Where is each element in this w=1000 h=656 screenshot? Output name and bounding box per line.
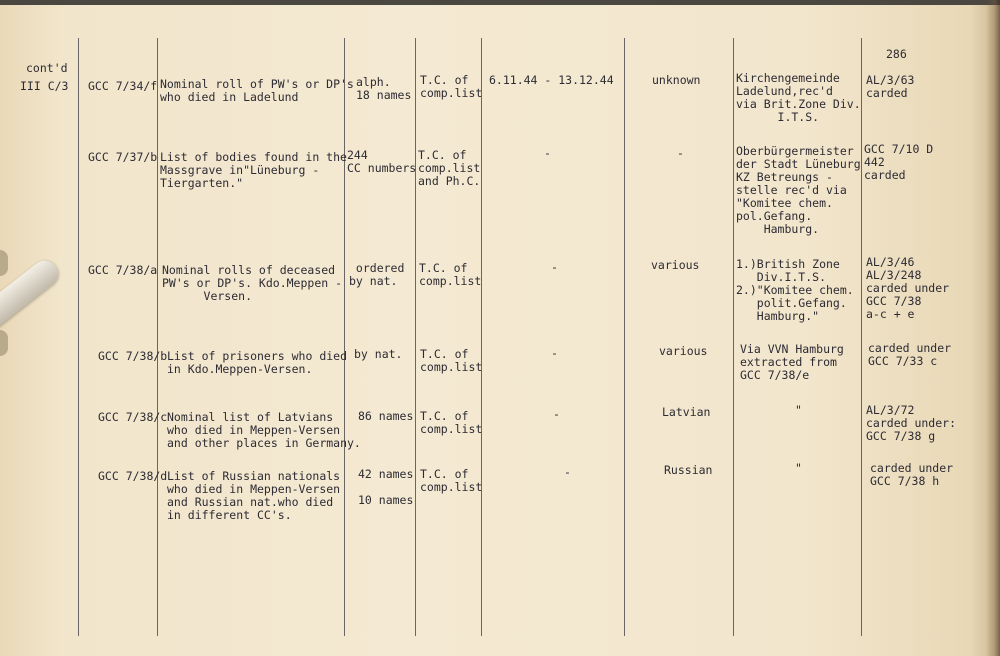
row-count: 244 CC numbers [347, 148, 417, 175]
row-description: List of bodies found in the Massgrave in"Lüneburg - Tiergarten." [160, 150, 347, 190]
row-remarks: AL/3/63 carded [866, 73, 915, 100]
column-rule [481, 38, 482, 636]
row-remarks: AL/3/72 carded under: GCC 7/38 g [866, 403, 957, 443]
row-nationality: Latvian [662, 405, 711, 419]
column-rule [415, 38, 416, 636]
row-nationality: various [659, 344, 708, 358]
row-remarks: carded under GCC 7/33 c [868, 341, 952, 368]
row-source: T.C. of comp.list [420, 467, 483, 494]
scan-top-border [0, 0, 1000, 5]
row-source: T.C. of comp.list [420, 347, 483, 374]
row-origin: Oberbürgermeister der Stadt Lüneburg KZ Betreungs - stelle rec'd via "Komitee chem. pol.Gefang. Hamburg. [736, 144, 861, 236]
row-origin: Kirchengemeinde Ladelund,rec'd via Brit.Zone Div. I.T.S. [736, 71, 861, 124]
row-nationality: various [651, 258, 700, 272]
row-ref: GCC 7/38/c [98, 410, 168, 424]
column-rule [861, 38, 862, 636]
row-ref: GCC 7/38/a [88, 263, 158, 277]
row-remarks: carded under GCC 7/38 h [870, 461, 954, 488]
row-count: alph. 18 names [356, 75, 412, 102]
binder-hole [0, 250, 8, 276]
binder-hole [0, 330, 8, 356]
row-count: 42 names 10 names [358, 467, 414, 507]
row-source: T.C. of comp.list and Ph.C. [418, 148, 481, 188]
column-rule [78, 38, 79, 636]
row-origin: " [795, 403, 802, 417]
row-dates: - [551, 260, 558, 274]
page-edge-shadow [986, 0, 1000, 656]
row-origin: " [795, 461, 802, 475]
paper-clip [0, 256, 63, 335]
row-dates: 6.11.44 - 13.12.44 [489, 73, 614, 87]
column-rule [157, 38, 158, 636]
row-description: List of prisoners who died in Kdo.Meppen-Versen. [167, 349, 348, 376]
row-ref: GCC 7/34/f [88, 79, 158, 93]
row-dates: - [553, 407, 560, 421]
row-dates: - [544, 146, 551, 160]
contd-label: cont'd [26, 61, 68, 75]
row-count: ordered by nat. [349, 261, 405, 288]
row-count: by nat. [354, 347, 403, 361]
row-source: T.C. of comp.list [419, 261, 482, 288]
row-source: T.C. of comp.list [420, 73, 483, 100]
row-ref: GCC 7/38/d [98, 469, 168, 483]
row-remarks: GCC 7/10 D 442 carded [864, 142, 934, 182]
row-dates: - [564, 465, 571, 479]
row-description: Nominal list of Latvians who died in Meppen-Versen and other places in Germany. [167, 410, 361, 450]
column-rule [344, 38, 345, 636]
row-nationality: unknown [652, 73, 701, 87]
row-origin: Via VVN Hamburg extracted from GCC 7/38/e [740, 342, 844, 382]
row-origin: 1.)British Zone Div.I.T.S. 2.)"Komitee chem. polit.Gefang. Hamburg." [736, 257, 854, 323]
page-number: 286 [886, 47, 907, 61]
row-description: Nominal roll of PW's or DP's who died in Ladelund [160, 77, 354, 104]
row-remarks: AL/3/46 AL/3/248 carded under GCC 7/38 a-c + e [866, 255, 950, 321]
column-rule [733, 38, 734, 636]
row-ref: GCC 7/37/b [88, 150, 158, 164]
column-rule [624, 38, 625, 636]
row-description: Nominal rolls of deceased PW's or DP's. Kdo.Meppen - Versen. [162, 263, 343, 303]
section-label: III C/3 [20, 79, 69, 93]
row-source: T.C. of comp.list [420, 409, 483, 436]
row-count: 86 names [358, 409, 414, 423]
row-nationality: Russian [664, 463, 713, 477]
row-ref: GCC 7/38/b [98, 349, 168, 363]
row-nationality: - [677, 146, 684, 160]
row-description: List of Russian nationals who died in Meppen-Versen and Russian nat.who died in different CC's. [167, 469, 341, 522]
row-dates: - [551, 346, 558, 360]
